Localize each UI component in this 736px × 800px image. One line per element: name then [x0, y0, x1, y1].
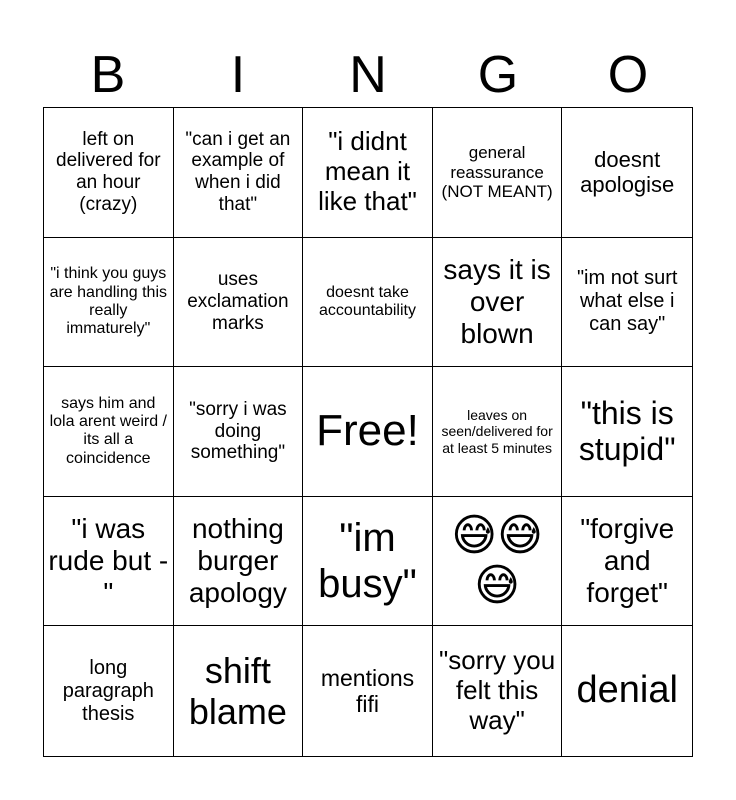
bingo-cell-23[interactable] [303, 626, 433, 756]
bingo-board [43, 107, 693, 757]
bingo-cell-12[interactable] [174, 367, 304, 497]
bingo-cell-11[interactable] [44, 367, 174, 497]
sweat-smile-emoji-icon: 😅😅😅 [451, 510, 543, 611]
bingo-cell-16[interactable] [44, 497, 174, 627]
bingo-cell-20[interactable] [562, 497, 692, 627]
bingo-cell-14[interactable] [433, 367, 563, 497]
bingo-cell-4[interactable] [433, 108, 563, 238]
cell-text: "i think you guys are handling this really immaturely" [49, 265, 167, 338]
cell-text: mentions fifi [320, 664, 415, 718]
cell-text: uses exclamation marks [187, 269, 289, 334]
bingo-cell-2[interactable] [174, 108, 304, 238]
title-letter-i: I [230, 46, 246, 104]
bingo-cell-5[interactable] [562, 108, 692, 238]
title-letter-b: B [90, 46, 126, 104]
cell-text: leaves on seen/delivered for at least 5 minutes [441, 407, 553, 456]
cell-text: says it is over blown [443, 253, 551, 349]
bingo-cell-19[interactable] [433, 497, 563, 627]
title-letter-n: N [349, 46, 387, 104]
cell-text: "im not surt what else i can say" [576, 267, 678, 336]
bingo-cell-21[interactable] [44, 626, 174, 756]
bingo-cell-24[interactable] [433, 626, 563, 756]
cell-text: "this is stupid" [578, 394, 676, 468]
cell-text: says him and lola arent weird / its all a coincidence [49, 394, 167, 467]
cell-text: "sorry you felt this way" [439, 645, 556, 736]
cell-text: left on delivered for an hour (crazy) [56, 128, 161, 216]
cell-text: "im busy" [318, 516, 417, 607]
cell-text: doesnt apologise [580, 147, 675, 198]
bingo-cell-25[interactable] [562, 626, 692, 756]
cell-text: "can i get an example of when i did that" [185, 128, 291, 216]
bingo-cell-17[interactable] [174, 497, 304, 627]
cell-text: long paragraph thesis [62, 656, 154, 725]
cell-text: general reassurance (NOT MEANT) [441, 142, 553, 202]
bingo-cell-22[interactable] [174, 626, 304, 756]
bingo-cell-10[interactable] [562, 238, 692, 368]
cell-text: "forgive and forget" [580, 512, 675, 609]
free-space-text: Free! [316, 406, 419, 456]
bingo-cell-15[interactable] [562, 367, 692, 497]
cell-text: "sorry i was doing something" [189, 398, 287, 464]
title-letter-g: G [477, 46, 519, 104]
bingo-cell-7[interactable] [174, 238, 304, 368]
bingo-title [43, 40, 693, 110]
cell-text: doesnt take accountability [319, 283, 416, 319]
cell-text: denial [576, 669, 678, 712]
cell-text: nothing burger apology [188, 512, 287, 609]
bingo-cell-8[interactable] [303, 238, 433, 368]
cell-text: shift blame [188, 649, 287, 733]
bingo-cell-6[interactable] [44, 238, 174, 368]
cell-text: "i was rude but - " [48, 512, 169, 609]
bingo-cell-free[interactable] [303, 367, 433, 497]
bingo-cell-9[interactable] [433, 238, 563, 368]
title-letter-o: O [607, 46, 649, 104]
cell-text: "i didnt mean it like that" [318, 126, 417, 217]
bingo-cell-18[interactable] [303, 497, 433, 627]
bingo-cell-3[interactable] [303, 108, 433, 238]
bingo-cell-1[interactable] [44, 108, 174, 238]
